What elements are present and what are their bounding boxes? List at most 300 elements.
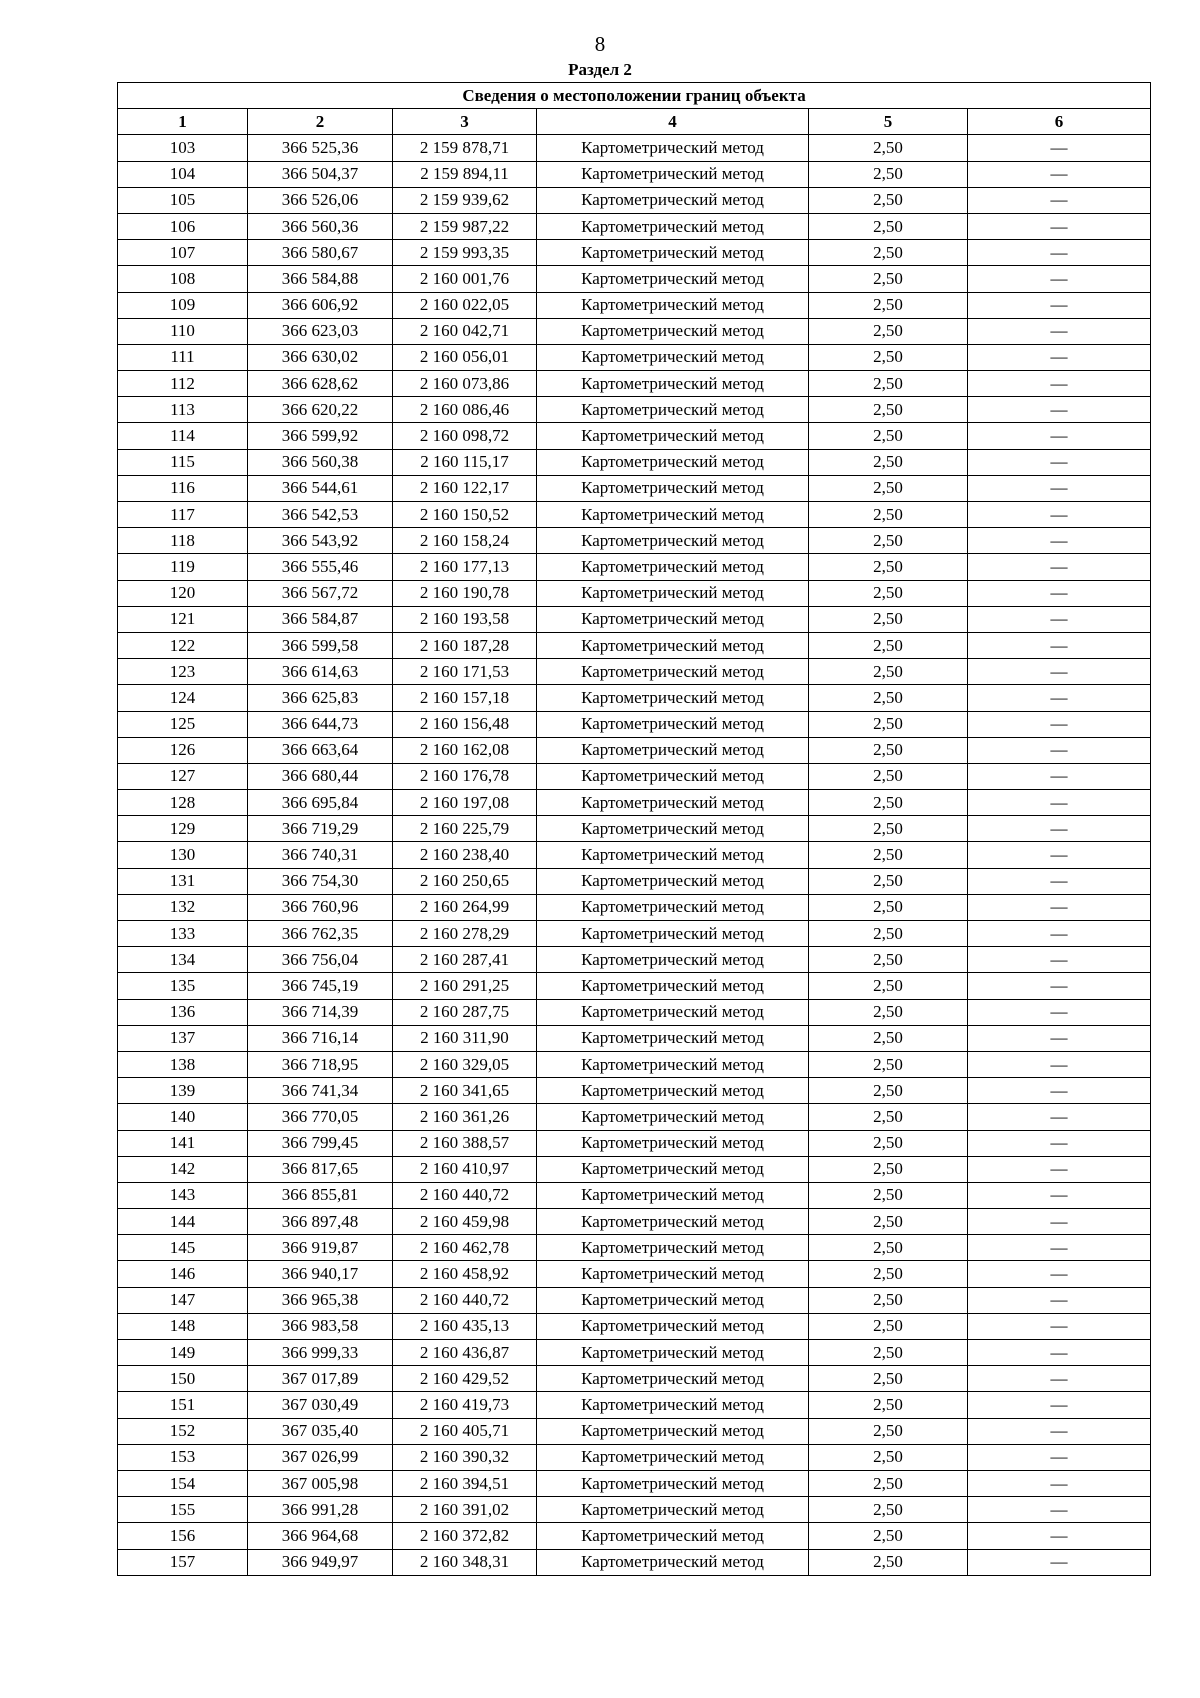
cell-coordinate-x: 366 526,06 — [248, 187, 393, 213]
cell-point-number: 122 — [118, 632, 248, 658]
table-title: Сведения о местоположении границ объекта — [118, 83, 1151, 109]
cell-description: — — [968, 1025, 1151, 1051]
cell-method: Картометрический метод — [537, 397, 809, 423]
cell-coordinate-y: 2 159 878,71 — [393, 135, 537, 161]
cell-method: Картометрический метод — [537, 947, 809, 973]
cell-description: — — [968, 213, 1151, 239]
cell-method: Картометрический метод — [537, 371, 809, 397]
cell-description: — — [968, 1156, 1151, 1182]
cell-method: Картометрический метод — [537, 292, 809, 318]
cell-coordinate-x: 366 754,30 — [248, 868, 393, 894]
table-row — [118, 1182, 1151, 1208]
cell-coordinate-x: 366 817,65 — [248, 1156, 393, 1182]
table-row — [118, 187, 1151, 213]
cell-coordinate-y: 2 160 042,71 — [393, 318, 537, 344]
table-row — [118, 1078, 1151, 1104]
cell-coordinate-x: 366 542,53 — [248, 502, 393, 528]
table-row — [118, 449, 1151, 475]
cell-point-number: 145 — [118, 1235, 248, 1261]
cell-accuracy: 2,50 — [809, 1182, 968, 1208]
cell-description: — — [968, 135, 1151, 161]
page-number: 8 — [594, 32, 606, 56]
cell-description: — — [968, 318, 1151, 344]
table-row — [118, 947, 1151, 973]
cell-description: — — [968, 606, 1151, 632]
cell-coordinate-x: 366 623,03 — [248, 318, 393, 344]
cell-coordinate-y: 2 160 022,05 — [393, 292, 537, 318]
column-header-2: 2 — [248, 109, 393, 135]
cell-coordinate-x: 366 965,38 — [248, 1287, 393, 1313]
cell-description: — — [968, 973, 1151, 999]
cell-coordinate-x: 366 680,44 — [248, 763, 393, 789]
cell-accuracy: 2,50 — [809, 973, 968, 999]
cell-coordinate-x: 366 949,97 — [248, 1549, 393, 1575]
cell-coordinate-x: 366 525,36 — [248, 135, 393, 161]
cell-coordinate-x: 366 599,58 — [248, 632, 393, 658]
cell-coordinate-y: 2 160 287,75 — [393, 999, 537, 1025]
table-row — [118, 790, 1151, 816]
cell-point-number: 132 — [118, 894, 248, 920]
cell-point-number: 143 — [118, 1182, 248, 1208]
cell-description: — — [968, 921, 1151, 947]
cell-point-number: 139 — [118, 1078, 248, 1104]
cell-description: — — [968, 659, 1151, 685]
cell-coordinate-y: 2 160 458,92 — [393, 1261, 537, 1287]
cell-point-number: 134 — [118, 947, 248, 973]
cell-method: Картометрический метод — [537, 894, 809, 920]
cell-coordinate-y: 2 160 150,52 — [393, 502, 537, 528]
cell-accuracy: 2,50 — [809, 790, 968, 816]
cell-point-number: 112 — [118, 371, 248, 397]
cell-accuracy: 2,50 — [809, 816, 968, 842]
cell-point-number: 152 — [118, 1418, 248, 1444]
cell-point-number: 114 — [118, 423, 248, 449]
cell-point-number: 157 — [118, 1549, 248, 1575]
cell-method: Картометрический метод — [537, 1130, 809, 1156]
cell-description: — — [968, 737, 1151, 763]
cell-method: Картометрический метод — [537, 1209, 809, 1235]
cell-coordinate-x: 366 999,33 — [248, 1340, 393, 1366]
cell-coordinate-x: 366 560,38 — [248, 449, 393, 475]
table-row — [118, 868, 1151, 894]
cell-method: Картометрический метод — [537, 528, 809, 554]
cell-accuracy: 2,50 — [809, 1051, 968, 1077]
cell-coordinate-y: 2 160 405,71 — [393, 1418, 537, 1444]
table-row — [118, 580, 1151, 606]
cell-accuracy: 2,50 — [809, 868, 968, 894]
cell-accuracy: 2,50 — [809, 1418, 968, 1444]
cell-coordinate-y: 2 160 287,41 — [393, 947, 537, 973]
cell-point-number: 125 — [118, 711, 248, 737]
cell-description: — — [968, 1444, 1151, 1470]
cell-description: — — [968, 1470, 1151, 1496]
cell-description: — — [968, 554, 1151, 580]
cell-point-number: 130 — [118, 842, 248, 868]
cell-coordinate-x: 366 630,02 — [248, 344, 393, 370]
cell-coordinate-x: 367 030,49 — [248, 1392, 393, 1418]
cell-description: — — [968, 868, 1151, 894]
cell-coordinate-x: 366 555,46 — [248, 554, 393, 580]
cell-method: Картометрический метод — [537, 449, 809, 475]
cell-accuracy: 2,50 — [809, 737, 968, 763]
table-row — [118, 1444, 1151, 1470]
cell-method: Картометрический метод — [537, 240, 809, 266]
cell-description: — — [968, 371, 1151, 397]
table-row — [118, 213, 1151, 239]
cell-coordinate-y: 2 160 429,52 — [393, 1366, 537, 1392]
cell-accuracy: 2,50 — [809, 1130, 968, 1156]
table-row — [118, 737, 1151, 763]
cell-coordinate-x: 366 741,34 — [248, 1078, 393, 1104]
table-row — [118, 1130, 1151, 1156]
cell-accuracy: 2,50 — [809, 659, 968, 685]
table-row — [118, 292, 1151, 318]
cell-method: Картометрический метод — [537, 632, 809, 658]
table-row — [118, 711, 1151, 737]
cell-description: — — [968, 161, 1151, 187]
table-row — [118, 1313, 1151, 1339]
cell-coordinate-y: 2 160 193,58 — [393, 606, 537, 632]
cell-accuracy: 2,50 — [809, 1287, 968, 1313]
cell-description: — — [968, 763, 1151, 789]
cell-method: Картометрический метод — [537, 1523, 809, 1549]
cell-coordinate-y: 2 160 156,48 — [393, 711, 537, 737]
cell-coordinate-x: 366 940,17 — [248, 1261, 393, 1287]
cell-accuracy: 2,50 — [809, 1261, 968, 1287]
cell-method: Картометрический метод — [537, 1497, 809, 1523]
cell-accuracy: 2,50 — [809, 344, 968, 370]
cell-description: — — [968, 1549, 1151, 1575]
table-row — [118, 816, 1151, 842]
cell-accuracy: 2,50 — [809, 947, 968, 973]
cell-coordinate-y: 2 160 410,97 — [393, 1156, 537, 1182]
cell-description: — — [968, 1182, 1151, 1208]
cell-method: Картометрический метод — [537, 685, 809, 711]
cell-point-number: 149 — [118, 1340, 248, 1366]
cell-accuracy: 2,50 — [809, 1078, 968, 1104]
cell-method: Картометрический метод — [537, 763, 809, 789]
cell-description: — — [968, 240, 1151, 266]
cell-method: Картометрический метод — [537, 1156, 809, 1182]
table-row — [118, 973, 1151, 999]
cell-method: Картометрический метод — [537, 344, 809, 370]
cell-description: — — [968, 894, 1151, 920]
cell-point-number: 131 — [118, 868, 248, 894]
cell-accuracy: 2,50 — [809, 528, 968, 554]
cell-description: — — [968, 999, 1151, 1025]
cell-point-number: 141 — [118, 1130, 248, 1156]
table-row — [118, 632, 1151, 658]
cell-method: Картометрический метод — [537, 580, 809, 606]
column-header-3: 3 — [393, 109, 537, 135]
cell-coordinate-x: 366 695,84 — [248, 790, 393, 816]
cell-coordinate-x: 366 718,95 — [248, 1051, 393, 1077]
cell-point-number: 144 — [118, 1209, 248, 1235]
cell-description: — — [968, 1523, 1151, 1549]
cell-description: — — [968, 685, 1151, 711]
cell-method: Картометрический метод — [537, 973, 809, 999]
table-row — [118, 397, 1151, 423]
cell-point-number: 140 — [118, 1104, 248, 1130]
cell-method: Картометрический метод — [537, 187, 809, 213]
cell-point-number: 104 — [118, 161, 248, 187]
table-row — [118, 1470, 1151, 1496]
cell-coordinate-x: 366 599,92 — [248, 423, 393, 449]
cell-method: Картометрический метод — [537, 554, 809, 580]
cell-coordinate-x: 366 567,72 — [248, 580, 393, 606]
cell-description: — — [968, 1104, 1151, 1130]
table-row — [118, 1549, 1151, 1575]
cell-description: — — [968, 528, 1151, 554]
cell-method: Картометрический метод — [537, 1078, 809, 1104]
cell-coordinate-x: 366 964,68 — [248, 1523, 393, 1549]
cell-coordinate-x: 366 719,29 — [248, 816, 393, 842]
cell-coordinate-x: 367 005,98 — [248, 1470, 393, 1496]
cell-accuracy: 2,50 — [809, 1235, 968, 1261]
table-row — [118, 894, 1151, 920]
table-row — [118, 1497, 1151, 1523]
cell-method: Картометрический метод — [537, 606, 809, 632]
cell-method: Картометрический метод — [537, 737, 809, 763]
cell-coordinate-y: 2 160 225,79 — [393, 816, 537, 842]
table-row — [118, 423, 1151, 449]
cell-coordinate-x: 367 026,99 — [248, 1444, 393, 1470]
table-row — [118, 1156, 1151, 1182]
cell-description: — — [968, 1497, 1151, 1523]
table-row — [118, 240, 1151, 266]
table-row — [118, 1418, 1151, 1444]
table-row — [118, 1366, 1151, 1392]
table-row — [118, 921, 1151, 947]
cell-coordinate-x: 366 745,19 — [248, 973, 393, 999]
cell-coordinate-y: 2 160 440,72 — [393, 1287, 537, 1313]
column-header-6: 6 — [968, 109, 1151, 135]
cell-coordinate-y: 2 160 462,78 — [393, 1235, 537, 1261]
cell-coordinate-x: 366 584,88 — [248, 266, 393, 292]
table-row — [118, 763, 1151, 789]
cell-description: — — [968, 1287, 1151, 1313]
cell-accuracy: 2,50 — [809, 266, 968, 292]
cell-coordinate-x: 366 663,64 — [248, 737, 393, 763]
cell-description: — — [968, 266, 1151, 292]
cell-coordinate-x: 366 919,87 — [248, 1235, 393, 1261]
cell-point-number: 120 — [118, 580, 248, 606]
cell-point-number: 155 — [118, 1497, 248, 1523]
cell-accuracy: 2,50 — [809, 423, 968, 449]
cell-accuracy: 2,50 — [809, 1392, 968, 1418]
cell-coordinate-y: 2 160 098,72 — [393, 423, 537, 449]
cell-coordinate-y: 2 160 171,53 — [393, 659, 537, 685]
cell-coordinate-y: 2 160 390,32 — [393, 1444, 537, 1470]
table-row — [118, 554, 1151, 580]
cell-description: — — [968, 1078, 1151, 1104]
cell-coordinate-y: 2 160 372,82 — [393, 1523, 537, 1549]
column-header-5: 5 — [809, 109, 968, 135]
cell-description: — — [968, 580, 1151, 606]
cell-coordinate-y: 2 160 264,99 — [393, 894, 537, 920]
table-row — [118, 1287, 1151, 1313]
cell-coordinate-y: 2 160 238,40 — [393, 842, 537, 868]
cell-coordinate-y: 2 160 435,13 — [393, 1313, 537, 1339]
cell-coordinate-y: 2 160 278,29 — [393, 921, 537, 947]
cell-coordinate-y: 2 160 190,78 — [393, 580, 537, 606]
cell-coordinate-x: 366 983,58 — [248, 1313, 393, 1339]
cell-description: — — [968, 475, 1151, 501]
cell-method: Картометрический метод — [537, 921, 809, 947]
cell-point-number: 116 — [118, 475, 248, 501]
table-row — [118, 659, 1151, 685]
cell-accuracy: 2,50 — [809, 606, 968, 632]
cell-point-number: 124 — [118, 685, 248, 711]
cell-accuracy: 2,50 — [809, 1156, 968, 1182]
cell-accuracy: 2,50 — [809, 240, 968, 266]
cell-coordinate-y: 2 160 056,01 — [393, 344, 537, 370]
cell-method: Картометрический метод — [537, 1549, 809, 1575]
cell-coordinate-x: 366 740,31 — [248, 842, 393, 868]
cell-point-number: 117 — [118, 502, 248, 528]
cell-point-number: 135 — [118, 973, 248, 999]
table-row — [118, 1340, 1151, 1366]
cell-accuracy: 2,50 — [809, 1444, 968, 1470]
cell-coordinate-x: 366 606,92 — [248, 292, 393, 318]
cell-coordinate-y: 2 160 361,26 — [393, 1104, 537, 1130]
cell-method: Картометрический метод — [537, 1366, 809, 1392]
cell-description: — — [968, 1130, 1151, 1156]
cell-coordinate-y: 2 160 440,72 — [393, 1182, 537, 1208]
table-row — [118, 1104, 1151, 1130]
cell-point-number: 148 — [118, 1313, 248, 1339]
cell-coordinate-x: 366 628,62 — [248, 371, 393, 397]
cell-coordinate-y: 2 160 197,08 — [393, 790, 537, 816]
column-header-row — [118, 109, 1151, 135]
cell-point-number: 127 — [118, 763, 248, 789]
cell-point-number: 106 — [118, 213, 248, 239]
cell-point-number: 105 — [118, 187, 248, 213]
cell-method: Картометрический метод — [537, 1418, 809, 1444]
cell-coordinate-x: 367 017,89 — [248, 1366, 393, 1392]
cell-coordinate-y: 2 160 459,98 — [393, 1209, 537, 1235]
cell-coordinate-y: 2 160 311,90 — [393, 1025, 537, 1051]
cell-accuracy: 2,50 — [809, 1209, 968, 1235]
cell-accuracy: 2,50 — [809, 1549, 968, 1575]
cell-description: — — [968, 1209, 1151, 1235]
table-row — [118, 685, 1151, 711]
cell-accuracy: 2,50 — [809, 1025, 968, 1051]
table-row — [118, 528, 1151, 554]
cell-point-number: 109 — [118, 292, 248, 318]
cell-description: — — [968, 344, 1151, 370]
cell-coordinate-y: 2 160 122,17 — [393, 475, 537, 501]
cell-coordinate-x: 366 770,05 — [248, 1104, 393, 1130]
table-title-row — [118, 83, 1151, 109]
cell-accuracy: 2,50 — [809, 580, 968, 606]
cell-point-number: 107 — [118, 240, 248, 266]
cell-description: — — [968, 1261, 1151, 1287]
cell-description: — — [968, 1392, 1151, 1418]
cell-description: — — [968, 632, 1151, 658]
table-row — [118, 161, 1151, 187]
cell-method: Картометрический метод — [537, 1392, 809, 1418]
cell-accuracy: 2,50 — [809, 685, 968, 711]
cell-point-number: 103 — [118, 135, 248, 161]
cell-coordinate-x: 367 035,40 — [248, 1418, 393, 1444]
cell-point-number: 108 — [118, 266, 248, 292]
cell-accuracy: 2,50 — [809, 921, 968, 947]
cell-point-number: 142 — [118, 1156, 248, 1182]
cell-accuracy: 2,50 — [809, 502, 968, 528]
cell-coordinate-x: 366 762,35 — [248, 921, 393, 947]
cell-description: — — [968, 502, 1151, 528]
cell-coordinate-y: 2 160 394,51 — [393, 1470, 537, 1496]
cell-coordinate-x: 366 644,73 — [248, 711, 393, 737]
cell-point-number: 133 — [118, 921, 248, 947]
cell-point-number: 129 — [118, 816, 248, 842]
cell-point-number: 115 — [118, 449, 248, 475]
cell-point-number: 111 — [118, 344, 248, 370]
table-row — [118, 371, 1151, 397]
cell-description: — — [968, 711, 1151, 737]
cell-accuracy: 2,50 — [809, 1470, 968, 1496]
cell-accuracy: 2,50 — [809, 1523, 968, 1549]
cell-accuracy: 2,50 — [809, 135, 968, 161]
cell-point-number: 146 — [118, 1261, 248, 1287]
table-row — [118, 606, 1151, 632]
cell-method: Картометрический метод — [537, 842, 809, 868]
cell-method: Картометрический метод — [537, 868, 809, 894]
cell-coordinate-y: 2 160 176,78 — [393, 763, 537, 789]
cell-accuracy: 2,50 — [809, 842, 968, 868]
cell-point-number: 151 — [118, 1392, 248, 1418]
table-row — [118, 842, 1151, 868]
cell-accuracy: 2,50 — [809, 1340, 968, 1366]
cell-coordinate-y: 2 160 436,87 — [393, 1340, 537, 1366]
cell-accuracy: 2,50 — [809, 894, 968, 920]
cell-description: — — [968, 292, 1151, 318]
cell-method: Картометрический метод — [537, 1261, 809, 1287]
cell-description: — — [968, 1235, 1151, 1261]
cell-method: Картометрический метод — [537, 659, 809, 685]
cell-method: Картометрический метод — [537, 1051, 809, 1077]
cell-coordinate-y: 2 160 162,08 — [393, 737, 537, 763]
cell-coordinate-y: 2 160 187,28 — [393, 632, 537, 658]
table-row — [118, 1025, 1151, 1051]
cell-accuracy: 2,50 — [809, 1366, 968, 1392]
cell-point-number: 138 — [118, 1051, 248, 1077]
cell-coordinate-y: 2 160 001,76 — [393, 266, 537, 292]
cell-coordinate-y: 2 159 993,35 — [393, 240, 537, 266]
cell-coordinate-y: 2 160 348,31 — [393, 1549, 537, 1575]
cell-point-number: 150 — [118, 1366, 248, 1392]
cell-coordinate-x: 366 855,81 — [248, 1182, 393, 1208]
cell-accuracy: 2,50 — [809, 292, 968, 318]
cell-accuracy: 2,50 — [809, 187, 968, 213]
cell-coordinate-y: 2 160 291,25 — [393, 973, 537, 999]
cell-method: Картометрический метод — [537, 213, 809, 239]
cell-coordinate-x: 366 625,83 — [248, 685, 393, 711]
cell-coordinate-y: 2 159 939,62 — [393, 187, 537, 213]
cell-coordinate-y: 2 160 341,65 — [393, 1078, 537, 1104]
cell-coordinate-y: 2 159 987,22 — [393, 213, 537, 239]
cell-coordinate-y: 2 160 086,46 — [393, 397, 537, 423]
table-row — [118, 135, 1151, 161]
cell-method: Картометрический метод — [537, 1340, 809, 1366]
cell-accuracy: 2,50 — [809, 475, 968, 501]
cell-point-number: 147 — [118, 1287, 248, 1313]
column-header-4: 4 — [537, 109, 809, 135]
cell-method: Картометрический метод — [537, 423, 809, 449]
cell-accuracy: 2,50 — [809, 397, 968, 423]
cell-description: — — [968, 1313, 1151, 1339]
